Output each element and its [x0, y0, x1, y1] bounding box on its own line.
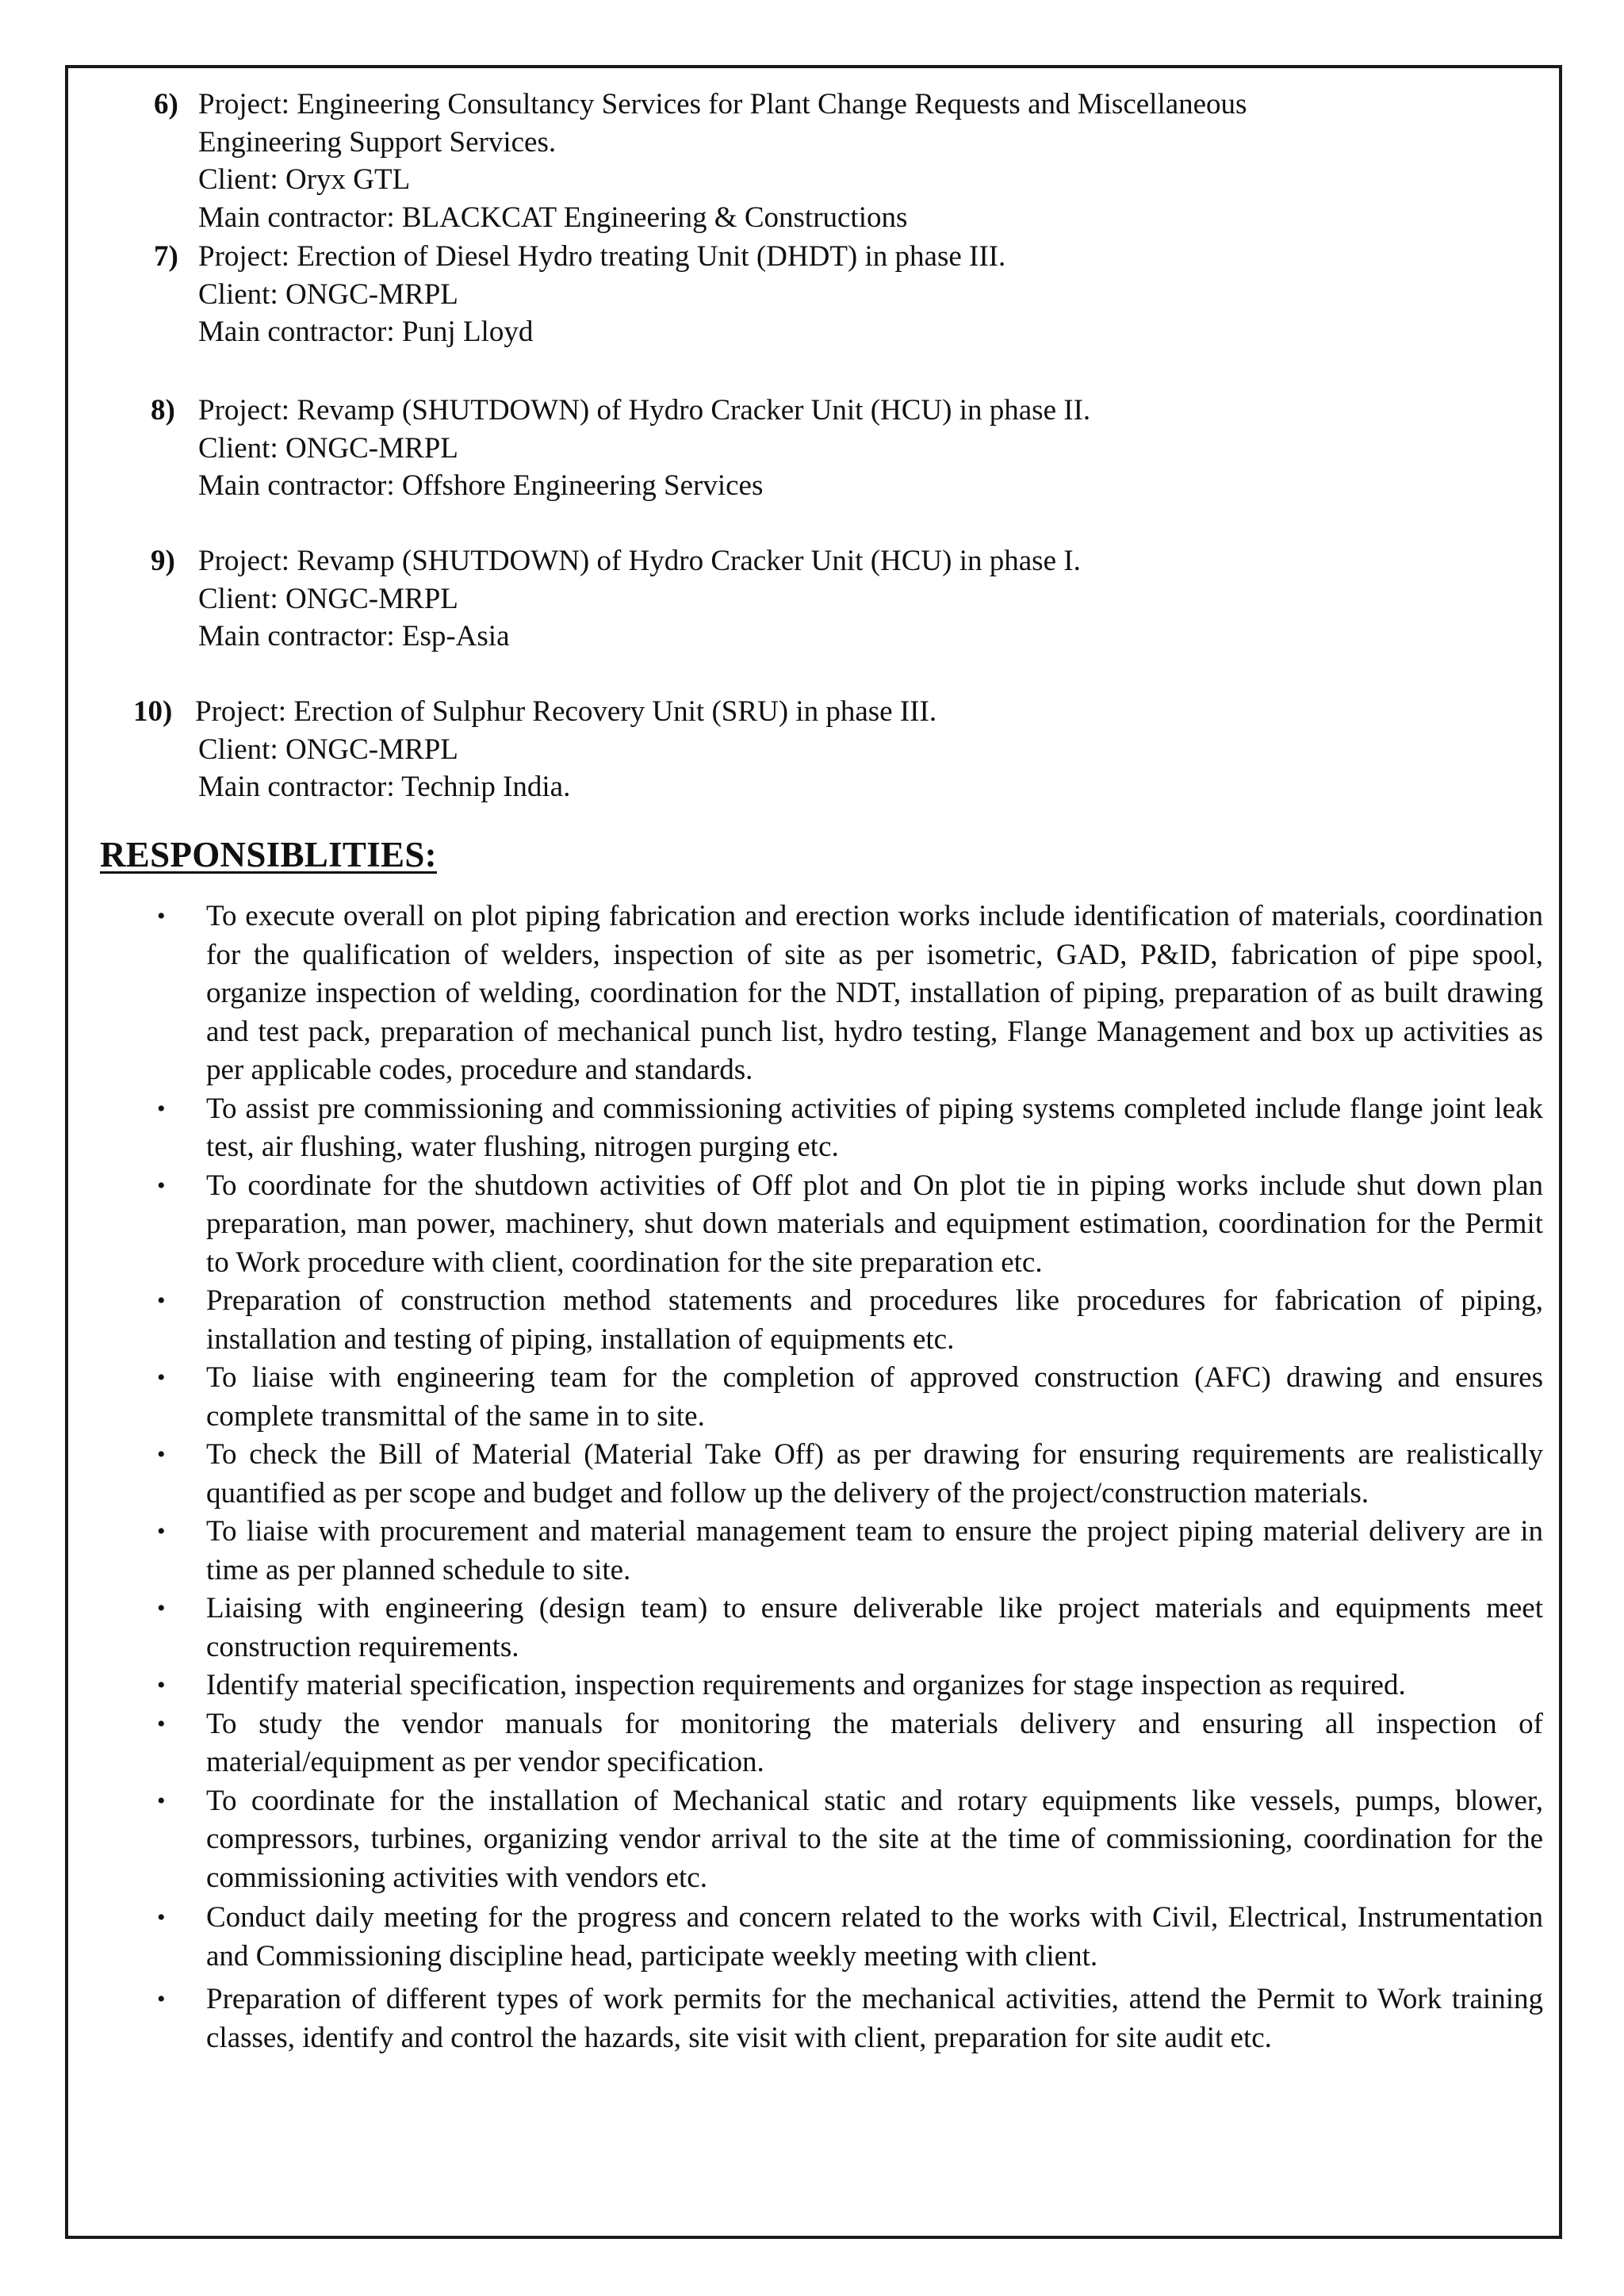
project-contractor: Main contractor: Offshore Engineering Services — [198, 469, 764, 502]
project-number: 8) — [151, 394, 175, 427]
responsibility-text: To coordinate for the installation of Mechanical static and rotary equipments like vessels, pumps, blower, compressors, turbines, organizing vendor arrival to the site at the time of commissioning, coordination for the commissioning activities with vendors etc. — [206, 1784, 1543, 1894]
responsibilities-heading: RESPONSIBLITIES: — [100, 835, 437, 874]
list-item — [155, 1513, 1543, 1590]
project-title-line: Project: Erection of Sulphur Recovery Unit (SRU) in phase III. — [195, 695, 937, 728]
list-item — [155, 1167, 1543, 1283]
bullet-icon: • — [157, 1904, 166, 1931]
list-item — [155, 1590, 1543, 1667]
bullet-icon: • — [157, 1288, 166, 1314]
project-contractor: Main contractor: Punj Lloyd — [198, 316, 534, 348]
bullet-icon: • — [157, 1441, 166, 1468]
responsibility-text: Conduct daily meeting for the progress and concern related to the works with Civil, Electrical, Instrumentation and Commissioning discipline head, participate weekly meeting with client. — [206, 1901, 1543, 1973]
responsibility-text: To assist pre commissioning and commissioning activities of piping systems completed include flange joint leak test, air flushing, water flushing, nitrogen purging etc. — [206, 1092, 1543, 1163]
list-item — [155, 1359, 1543, 1436]
project-client: Client: Oryx GTL — [198, 163, 411, 196]
project-entry-8 — [65, 392, 1492, 542]
project-number: 10) — [133, 695, 173, 728]
bullet-icon: • — [157, 1672, 166, 1698]
project-title-line: Project: Erection of Diesel Hydro treating Unit (DHDT) in phase III. — [198, 240, 1006, 273]
project-client: Client: ONGC-MRPL — [198, 733, 458, 766]
bullet-icon: • — [157, 1986, 166, 2012]
project-title-line: Project: Revamp (SHUTDOWN) of Hydro Cracker Unit (HCU) in phase II. — [198, 394, 1091, 427]
responsibility-text: Identify material specification, inspection requirements and organizes for stage inspection as required. — [206, 1669, 1406, 1701]
list-item — [155, 1282, 1543, 1359]
responsibility-text: To execute overall on plot piping fabrication and erection works include identification of materials, coordination for the qualification of welders, inspection of site as per isometric, GAD, P&ID, fabrication of pipe spool, organize inspection of welding, coordination for the NDT, installation of piping, preparation of as built drawing and test pack, preparation of mechanical punch list, hydro testing, Flange Management and box up activities as per applicable codes, procedure and standards. — [206, 900, 1543, 1086]
list-item — [155, 1899, 1543, 1976]
bullet-icon: • — [157, 903, 166, 929]
project-entry-10 — [65, 693, 1492, 812]
bullet-icon: • — [157, 1364, 166, 1391]
list-item — [155, 897, 1543, 1090]
bullet-icon: • — [157, 1710, 166, 1737]
project-contractor: Main contractor: BLACKCAT Engineering & Constructions — [198, 201, 908, 234]
project-client: Client: ONGC-MRPL — [198, 277, 458, 311]
responsibility-text: Preparation of different types of work permits for the mechanical activities, attend the Permit to Work training classes, identify and control the hazards, site visit with client, preparation for site audit etc. — [206, 1983, 1543, 2054]
project-contractor: Main contractor: Esp-Asia — [198, 620, 510, 652]
bullet-icon: • — [157, 1172, 166, 1199]
responsibility-text: To study the vendor manuals for monitoring the materials delivery and ensuring all inspection of material/equipment as per vendor specification. — [206, 1707, 1543, 1778]
list-item — [155, 1667, 1543, 1705]
responsibilities-list — [155, 897, 1543, 2057]
project-contractor: Main contractor: Technip India. — [198, 771, 571, 803]
bullet-icon: • — [157, 1787, 166, 1814]
project-list — [65, 86, 1492, 812]
bullet-icon: • — [157, 1095, 166, 1122]
project-title-line: Engineering Support Services. — [198, 125, 557, 159]
bullet-icon: • — [157, 1595, 166, 1621]
responsibility-text: To coordinate for the shutdown activities of Off plot and On plot tie in piping works include shut down plan preparation, man power, machinery, shut down materials and equipment estimation, coordination for the Permit to Work procedure with client, coordination for the site preparation etc. — [206, 1169, 1543, 1279]
responsibility-text: Preparation of construction method statements and procedures like procedures for fabrication of piping, installation and testing of piping, installation of equipments etc. — [206, 1284, 1543, 1356]
project-entry-7 — [65, 238, 1492, 392]
project-title-line: Project: Engineering Consultancy Services for Plant Change Requests and Miscellaneous — [198, 88, 1247, 121]
project-entry-6 — [65, 86, 1492, 238]
list-item — [155, 1980, 1543, 2057]
responsibility-text: Liaising with engineering (design team) to ensure deliverable like project materials and equipments meet construction requirements. — [206, 1592, 1543, 1663]
list-item — [155, 1090, 1543, 1167]
responsibility-text: To liaise with procurement and material management team to ensure the project piping material delivery are in time as per planned schedule to site. — [206, 1515, 1543, 1586]
list-item — [155, 1705, 1543, 1782]
project-entry-9 — [65, 542, 1492, 693]
project-title-line: Project: Revamp (SHUTDOWN) of Hydro Cracker Unit (HCU) in phase I. — [198, 545, 1081, 577]
list-item — [155, 1436, 1543, 1513]
responsibility-text: To check the Bill of Material (Material Take Off) as per drawing for ensuring requirements are realistically quantified as per scope and budget and follow up the delivery of the project/construction materials. — [206, 1438, 1543, 1510]
list-item — [155, 1782, 1543, 1898]
project-number: 7) — [154, 240, 178, 273]
project-number: 6) — [154, 88, 178, 121]
project-number: 9) — [151, 545, 175, 577]
project-client: Client: ONGC-MRPL — [198, 431, 458, 465]
responsibility-text: To liaise with engineering team for the completion of approved construction (AFC) drawing and ensures complete transmittal of the same in to site. — [206, 1361, 1543, 1433]
bullet-icon: • — [157, 1518, 166, 1544]
project-client: Client: ONGC-MRPL — [198, 582, 458, 615]
